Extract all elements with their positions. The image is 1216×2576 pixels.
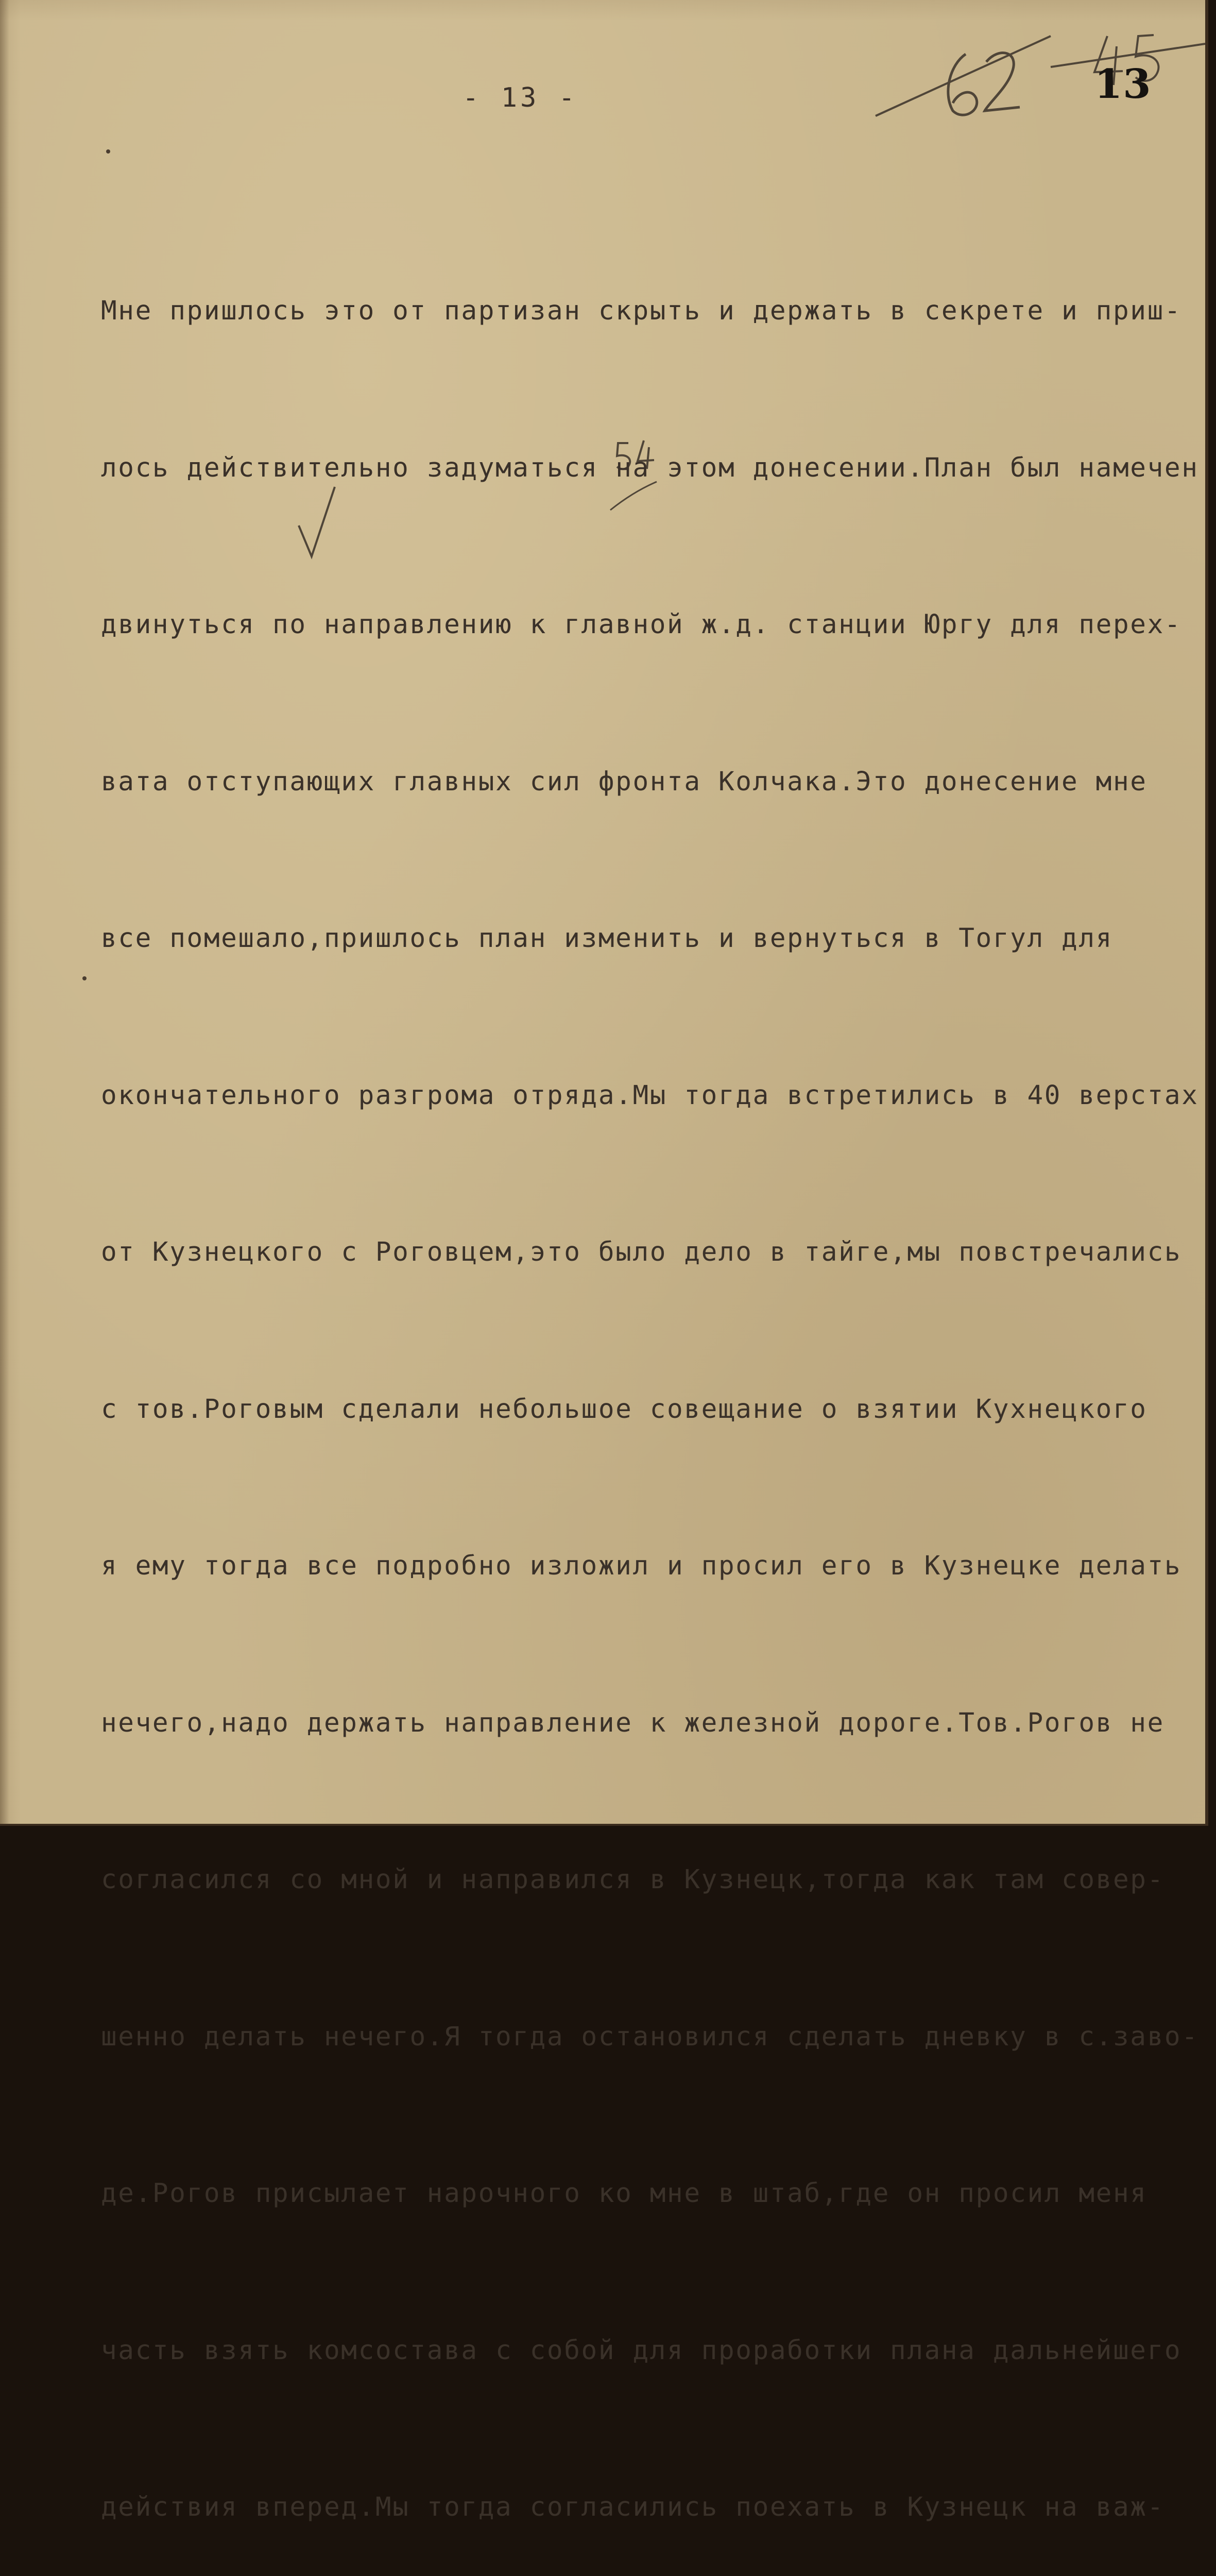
text-line: я ему тогда все подробно изложил и просил его в Кузнецке делать bbox=[101, 1551, 1182, 1581]
typewritten-body bbox=[101, 180, 1199, 2576]
folio-stamp: 13 bbox=[1094, 61, 1152, 108]
text-line: двинуться по направлению к главной ж.д. станции Юргу для перех- bbox=[101, 609, 1182, 640]
text-line: нечего,надо держать направление к железной дороге.Тов.Рогов не bbox=[101, 1707, 1164, 1738]
page-edge-shadow bbox=[0, 0, 9, 1824]
handwritten-62-six bbox=[948, 54, 977, 115]
margin-dot-mark bbox=[106, 149, 110, 154]
archive-handwritten-marks bbox=[865, 15, 1205, 139]
page-number: - 13 - bbox=[463, 82, 578, 113]
text-line: де.Рогов присылает нарочного ко мне в штаб,где он просил меня bbox=[101, 2178, 1148, 2209]
text-line: шенно делать нечего.Я тогда остановился сделать дневку в с.заво- bbox=[101, 2021, 1199, 2052]
handwritten-62-strike bbox=[876, 36, 1051, 116]
text-line: лось действительно задуматься на этом донесении.План был намечен bbox=[101, 452, 1199, 483]
text-line: Мне пришлось это от партизан скрыть и держать в секрете и приш- bbox=[101, 296, 1182, 326]
text-line: действия вперед.Мы тогда согласились поехать в Кузнецк на важ- bbox=[101, 2492, 1164, 2522]
text-line: от Кузнецкого с Роговцем,это было дело в тайге,мы повстречались bbox=[101, 1237, 1182, 1267]
text-line: вата отступающих главных сил фронта Колчака.Это донесение мне bbox=[101, 766, 1148, 797]
text-line: часть взять комсостава с собой для проработки плана дальнейшего bbox=[101, 2335, 1182, 2366]
margin-dot-mark bbox=[82, 976, 87, 980]
text-line: с тов.Роговым сделали небольшое совещание о взятии Кухнецкого bbox=[101, 1394, 1148, 1425]
handwritten-62-two bbox=[985, 53, 1020, 111]
text-line: окончательного разгрома отряда.Мы тогда встретились в 40 верстах bbox=[101, 1080, 1199, 1111]
text-line: все помешало,пришлось план изменить и вернуться в Тогул для bbox=[101, 923, 1113, 954]
text-line: согласился со мной и направился в Кузнецк,тогда как там совер- bbox=[101, 1865, 1164, 1895]
